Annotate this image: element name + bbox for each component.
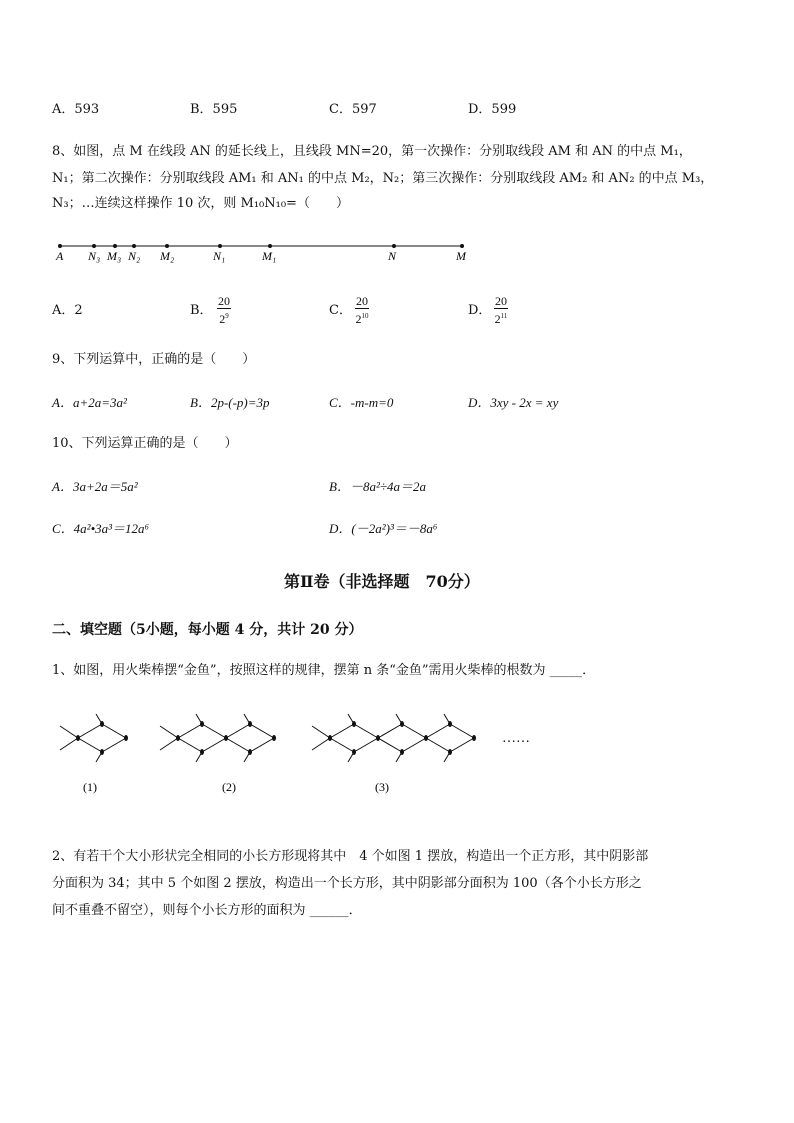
point-n1 — [212, 244, 225, 263]
point-m3 — [106, 244, 121, 263]
matchstick-head — [400, 749, 404, 755]
point-n2 — [127, 244, 140, 263]
q8-stem-line1: 8、如图，点 M 在线段 AN 的延长线上，且线段 MN=20，第一次操作：分别取线段 AM 和 AN 的中点 M₁， — [52, 144, 692, 159]
matchstick — [78, 738, 102, 752]
matchstick — [60, 726, 78, 738]
q9-option-b: B．2p-(-p)=3p — [190, 395, 270, 410]
point-m2 — [159, 244, 174, 263]
matchstick — [402, 724, 426, 738]
matchstick — [178, 724, 202, 738]
matchstick — [450, 738, 474, 752]
svg-text:M₃: M₃ — [107, 249, 122, 263]
fill1-stem: 1、如图，用火柴棒摆“金鱼”，按照这样的规律，摆第 n 条“金鱼”需用火柴棒的根数为 _____． — [52, 663, 596, 678]
figure-label-1: (1) — [83, 780, 97, 794]
q8-option-a: A．2 — [52, 303, 83, 318]
matchstick — [60, 738, 78, 750]
matchstick-head — [472, 735, 476, 741]
svg-text:M₁: M₁ — [262, 249, 277, 263]
matchstick-head — [124, 735, 128, 741]
q10-stem: 10、下列运算正确的是（ ） — [52, 436, 238, 451]
svg-text:M: M — [456, 249, 466, 263]
q8-option-c-label: C． — [329, 303, 352, 318]
fill2-stem-line3: 间不重叠不留空），则每个小长方形的面积为 ______． — [52, 903, 362, 918]
fill2-stem-line2: 分面积为 34；其中 5 个如图 2 摆放，构造出一个长方形，其中阴影部分面积为 100（各个小长方形之 — [52, 876, 642, 891]
matchstick — [78, 724, 102, 738]
q9-option-d: D．3xy - 2x = xy — [468, 395, 559, 410]
matchstick — [102, 738, 126, 752]
matchstick — [160, 738, 178, 750]
q8-option-b-label: B． — [190, 303, 213, 318]
q7-option-c: C．597 — [329, 102, 377, 117]
part2-title: 第Ⅱ卷（非选择题 70分） — [284, 572, 480, 591]
svg-text:A: A — [56, 249, 64, 263]
q9-option-c: C．-m-m=0 — [329, 395, 394, 410]
svg-text:N₁: N₁ — [213, 249, 226, 263]
matchstick-head — [100, 749, 104, 755]
q7-option-b: B．595 — [190, 102, 238, 117]
q10-option-d: D．(－2a²)³＝－8a⁶ — [329, 521, 438, 536]
matchstick — [312, 738, 330, 750]
svg-text:N₃: N₃ — [88, 249, 101, 263]
matchstick — [312, 726, 330, 738]
q8-option-d-fraction: $\frac{20}{2^{11}}$ — [494, 294, 508, 326]
section2-title: 二、填空题（5小题，每小题 4 分，共计 20 分） — [52, 622, 363, 638]
matchstick — [160, 726, 178, 738]
matchstick-head — [200, 749, 204, 755]
q8-stem-line2: N₁；第二次操作：分别取线段 AM₁ 和 AN₁ 的中点 M₂，N₂；第三次操作：分别取线段 AM₂ 和 AN₂ 的中点 M₃， — [52, 171, 714, 186]
point-m — [455, 244, 467, 263]
q8-option-d-label: D． — [468, 303, 492, 318]
matchstick-head — [272, 735, 276, 741]
matchstick-head — [200, 721, 204, 727]
point-n — [387, 244, 397, 263]
svg-text:N: N — [388, 249, 397, 263]
matchstick-head — [352, 721, 356, 727]
q8-stem-line3: N₃；…连续这样操作 10 次，则 M₁₀N₁₀=（ ） — [52, 196, 349, 211]
matchstick — [426, 738, 450, 752]
matchstick-head — [248, 721, 252, 727]
matchstick — [226, 724, 250, 738]
matchstick — [450, 724, 474, 738]
matchstick-head — [248, 749, 252, 755]
matchstick — [354, 738, 378, 752]
matchstick — [378, 738, 402, 752]
point-a — [55, 244, 64, 263]
fill2-stem-line1: 2、有若干个大小形状完全相同的小长方形现将其中 4 个如图 1 摆放，构造出一个正方形，其中阴影部 — [52, 849, 649, 864]
q7-option-a: A．593 — [52, 102, 100, 117]
svg-text:N₂: N₂ — [128, 249, 141, 263]
matchstick — [402, 738, 426, 752]
figure-label-3: (3) — [375, 780, 389, 794]
matchstick — [226, 738, 250, 752]
matchstick-head — [448, 721, 452, 727]
matchstick — [330, 724, 354, 738]
matchstick — [426, 724, 450, 738]
q9-stem: 9、下列运算中，正确的是（ ） — [52, 352, 256, 367]
matchstick-head — [448, 749, 452, 755]
matchstick — [202, 738, 226, 752]
q8-segment-diagram — [0, 232, 794, 282]
figure-ellipsis: …… — [502, 731, 530, 746]
matchstick-head — [352, 749, 356, 755]
matchstick — [250, 724, 274, 738]
point-m1 — [261, 244, 276, 263]
q10-option-c: C．4a²•3a³＝12a⁶ — [52, 521, 150, 536]
figure-label-2: (2) — [222, 780, 236, 794]
matchstick — [330, 738, 354, 752]
q10-option-b: B．－8a²÷4a＝2a — [329, 479, 426, 494]
matchstick-head — [400, 721, 404, 727]
svg-text:M₂: M₂ — [160, 249, 175, 263]
matchstick-head — [100, 721, 104, 727]
q7-option-d: D．599 — [468, 102, 517, 117]
q9-option-a: A．a+2a=3a² — [52, 395, 127, 410]
matchstick — [354, 724, 378, 738]
point-n3 — [87, 244, 100, 263]
q10-option-a: A．3a+2a＝5a² — [52, 479, 138, 494]
q8-option-b-fraction: $\frac{20}{2^9}$ — [218, 294, 230, 326]
matchstick — [202, 724, 226, 738]
matchstick — [102, 724, 126, 738]
matchstick — [250, 738, 274, 752]
matchstick — [378, 724, 402, 738]
goldfish-matchstick-figures — [0, 700, 794, 810]
matchstick — [178, 738, 202, 752]
q8-option-c-fraction: $\frac{20}{2^{10}}$ — [355, 294, 369, 326]
